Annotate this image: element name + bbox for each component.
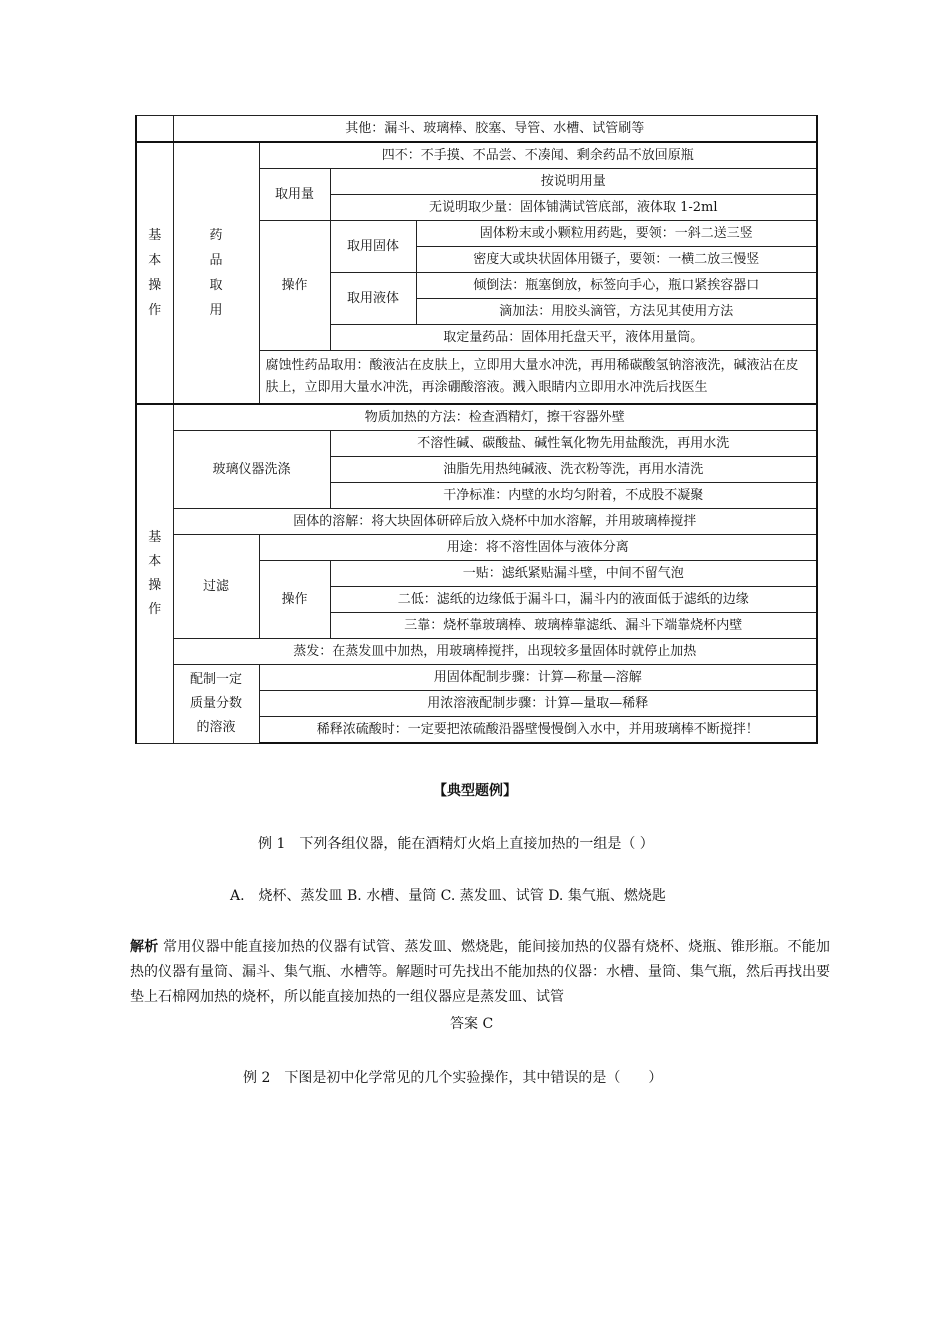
- fixed-amount-cell: 取定量药品：固体用托盘天平，液体用量筒。: [330, 325, 817, 351]
- glass-wash-label: 玻璃仪器洗涤: [173, 431, 330, 509]
- wash-rule-2: 油脂先用热纯碱液、洗衣粉等洗，再用水清洗: [330, 457, 817, 483]
- four-no-cell: 四不：不手摸、不品尝、不凑闻、剩余药品不放回原瓶: [259, 142, 817, 169]
- chemistry-operations-table: [135, 115, 818, 744]
- liquid-rule-2: 滴加法：用胶头滴管，方法见其使用方法: [416, 299, 817, 325]
- filter-rule-2: 二低：滤纸的边缘低于漏斗口，漏斗内的液面低于滤纸的边缘: [330, 587, 817, 613]
- filter-rule-1: 一贴：滤纸紧贴漏斗壁，中间不留气泡: [330, 561, 817, 587]
- solid-rule-2: 密度大或块状固体用镊子，要领：一横二放三慢竖: [416, 247, 817, 273]
- filter-label: 过滤: [173, 535, 259, 639]
- liquid-label: 取用液体: [330, 273, 416, 325]
- answer-line: 答案 C: [450, 1016, 494, 1032]
- corrosive-cell: 腐蚀性药品取用：酸液沾在皮肤上，立即用大量水冲洗，再用稀碳酸氢钠溶液洗，碱液沾在皮肤上，立即用大量水冲洗，再涂硼酸溶液。溅入眼睛内立即用水冲洗后找医生: [259, 351, 817, 405]
- analysis-paragraph: [130, 935, 830, 1010]
- analysis-text: 常用仪器中能直接加热的仪器有试管、蒸发皿、燃烧匙，能间接加热的仪器有烧杯、烧瓶、锥形瓶。不能加热的仪器有量筒、漏斗、集气瓶、水槽等。解题时可先找出不能加热的仪器：水槽、量筒、集气瓶，然后再找出要垫上石棉网加热的烧杯，所以能直接加热的一组仪器应是蒸发皿、试管: [130, 939, 830, 1005]
- dissolve-cell: 固体的溶解：将大块固体研碎后放入烧杯中加水溶解，并用玻璃棒搅拌: [173, 509, 817, 535]
- heating-cell: 物质加热的方法：检查酒精灯，擦干容器外壁: [173, 404, 817, 431]
- filter-op-label: 操作: [259, 561, 330, 639]
- solution-rule-1: 用固体配制步骤：计算—称量—溶解: [259, 665, 817, 691]
- drug-label: 药品取用: [173, 142, 259, 404]
- wash-rule-1: 不溶性碱、碳酸盐、碱性氧化物先用盐酸洗，再用水洗: [330, 431, 817, 457]
- filter-use-cell: 用途：将不溶性固体与液体分离: [259, 535, 817, 561]
- liquid-rule-1: 倾倒法：瓶塞倒放，标签向手心，瓶口紧挨容器口: [416, 273, 817, 299]
- basic-op-label-2: 基本操作: [136, 404, 173, 743]
- solution-rule-2: 用浓溶液配制步骤：计算—量取—稀释: [259, 691, 817, 717]
- filter-rule-3: 三靠：烧杯靠玻璃棒、玻璃棒靠滤纸、漏斗下端靠烧杯内壁: [330, 613, 817, 639]
- basic-op-label-1: 基本操作: [136, 142, 173, 404]
- blank-cell: [136, 116, 173, 143]
- other-tools-cell: 其他：漏斗、玻璃棒、胶塞、导管、水槽、试管刷等: [173, 116, 817, 143]
- example-1-options: A. 烧杯、蒸发皿 B. 水槽、量筒 C. 蒸发皿、试管 D. 集气瓶、燃烧匙: [230, 888, 666, 904]
- wash-rule-3: 干净标准：内壁的水均匀附着，不成股不凝聚: [330, 483, 817, 509]
- amount-rule-2: 无说明取少量：固体铺满试管底部，液体取 1-2ml: [330, 195, 817, 221]
- amount-label: 取用量: [259, 169, 330, 221]
- section-heading: 【典型题例】: [433, 783, 517, 799]
- example-1-question: 例 1 下列各组仪器，能在酒精灯火焰上直接加热的一组是（ ）: [258, 836, 654, 852]
- evaporate-cell: 蒸发：在蒸发皿中加热，用玻璃棒搅拌，出现较多量固体时就停止加热: [173, 639, 817, 665]
- operation-label: 操作: [259, 221, 330, 351]
- solution-rule-3: 稀释浓硫酸时：一定要把浓硫酸沿器壁慢慢倒入水中，并用玻璃棒不断搅拌！: [259, 717, 817, 744]
- example-2-question: 例 2 下图是初中化学常见的几个实验操作，其中错误的是（ ）: [243, 1070, 663, 1086]
- analysis-label: 解析: [130, 939, 159, 955]
- solution-label: 配制一定质量分数的溶液: [173, 665, 259, 744]
- amount-rule-1: 按说明用量: [330, 169, 817, 195]
- solid-rule-1: 固体粉末或小颗粒用药匙，要领：一斜二送三竖: [416, 221, 817, 247]
- solid-label: 取用固体: [330, 221, 416, 273]
